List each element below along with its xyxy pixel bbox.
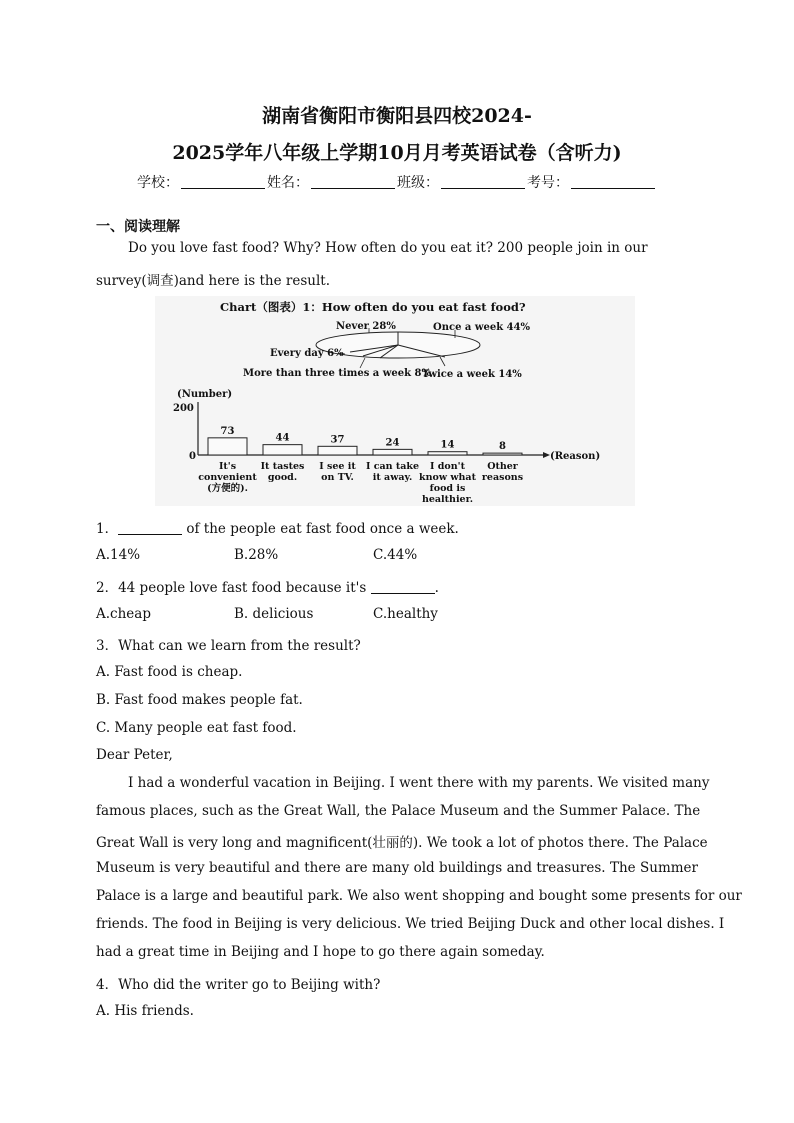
- section-heading: 一、阅读理解: [96, 219, 180, 235]
- pie-chart-title: Chart（图表）1：How often do you eat fast food?: [220, 300, 526, 314]
- q3-option-c[interactable]: C. Many people eat fast food.: [96, 720, 297, 736]
- question-2-text: 2．44 people love fast food because it's: [96, 580, 371, 596]
- bar-category-label-1: (方便的).: [207, 483, 248, 494]
- bar-value-label-2: 44: [275, 432, 290, 444]
- question-1: [96, 517, 459, 537]
- exam-title-line2: 2025学年八年级上学期10月月考英语试卷（含听力): [172, 142, 622, 164]
- bar-2: [263, 445, 302, 455]
- letter-line-3: Great Wall is very long and magnificent(壮丽的). We took a lot of photos there. The Palace: [96, 835, 708, 851]
- bar-category-label-6: Other: [487, 461, 518, 472]
- bar-category-label-1: It's: [218, 461, 237, 472]
- class-label: 班级：: [397, 175, 439, 191]
- question-3: 3．What can we learn from the result?: [96, 638, 361, 654]
- fast-food-survey-chart: [155, 296, 635, 506]
- name-label: 姓名：: [267, 175, 309, 191]
- question-1-text: of the people eat fast food once a week.: [182, 521, 459, 537]
- question-2-blank[interactable]: [371, 581, 435, 594]
- name-blank: [311, 174, 395, 189]
- bar-category-label-3: I see it: [319, 461, 356, 472]
- q4-option-a[interactable]: A. His friends.: [96, 1003, 194, 1019]
- letter-line-4: Museum is very beautiful and there are many old buildings and treasures. The Summer: [96, 860, 698, 876]
- q3-option-a[interactable]: A. Fast food is cheap.: [96, 664, 243, 680]
- student-info-row: [0, 172, 794, 192]
- bar-5: [428, 452, 467, 455]
- q2-option-c[interactable]: C.healthy: [373, 606, 438, 622]
- bar-y-tick-200: 200: [173, 403, 194, 414]
- bar-category-label-5: I don't: [430, 461, 465, 472]
- letter-line-7: had a great time in Beijing and I hope to go there again someday.: [96, 944, 545, 960]
- bar-x-axis-label: (Reason): [550, 451, 601, 462]
- school-blank: [181, 174, 265, 189]
- bar-category-label-4: it away.: [372, 472, 413, 483]
- question-1-blank[interactable]: [118, 522, 182, 535]
- question-2-end: .: [434, 580, 439, 596]
- question-1-number: 1．: [96, 521, 119, 537]
- bar-value-label-1: 73: [220, 425, 235, 437]
- pie-slice-three-times: More than three times a week 8%: [243, 368, 431, 379]
- bar-series: [198, 426, 523, 505]
- intro-line-2: survey(调查)and here is the result.: [96, 273, 330, 289]
- q3-option-b[interactable]: B. Fast food makes people fat.: [96, 692, 303, 708]
- question-2: [96, 576, 439, 596]
- bar-value-label-6: 8: [499, 441, 506, 453]
- pie-slice-every-day: Every day 6%: [270, 348, 344, 359]
- bar-category-label-4: I can take: [365, 461, 420, 472]
- pie-slice-twice-a-week: Twice a week 14%: [422, 369, 522, 380]
- bar-value-label-3: 37: [330, 434, 345, 446]
- bar-value-label-5: 14: [440, 439, 455, 451]
- class-blank: [441, 174, 525, 189]
- letter-line-6: friends. The food in Beijing is very delicious. We tried Beijing Duck and other local dishes. I: [96, 916, 725, 932]
- bar-category-label-1: convenient: [198, 472, 257, 483]
- bar-y-axis-label: (Number): [177, 389, 233, 400]
- q1-option-b[interactable]: B.28%: [234, 547, 279, 563]
- q2-option-a[interactable]: A.cheap: [96, 606, 151, 622]
- letter-greeting: Dear Peter,: [96, 747, 173, 763]
- q1-option-a[interactable]: A.14%: [96, 547, 141, 563]
- exam-title-line1: 湖南省衡阳市衡阳县四校2024-: [262, 105, 532, 127]
- exam-number-blank: [571, 174, 655, 189]
- exam-number-label: 考号：: [527, 175, 569, 191]
- bar-6: [483, 453, 522, 455]
- bar-category-label-5: food is: [429, 483, 466, 494]
- pie-slice-never: Never 28%: [336, 321, 396, 332]
- bar-3: [318, 446, 357, 455]
- q1-option-c[interactable]: C.44%: [373, 547, 418, 563]
- school-label: 学校：: [137, 175, 179, 191]
- letter-line-1: I had a wonderful vacation in Beijing. I went there with my parents. We visited many: [128, 775, 710, 791]
- bar-4: [373, 449, 412, 455]
- bar-category-label-2: It tastes: [260, 461, 305, 472]
- pie-slice-once-a-week: Once a week 44%: [433, 322, 531, 333]
- bar-1: [208, 438, 247, 455]
- bar-value-label-4: 24: [385, 437, 400, 449]
- bar-y-tick-0: 0: [189, 451, 196, 462]
- bar-category-label-5: healthier.: [421, 494, 474, 505]
- bar-category-label-2: good.: [267, 472, 298, 483]
- question-4: 4．Who did the writer go to Beijing with?: [96, 977, 381, 993]
- bar-category-label-5: know what: [419, 472, 476, 483]
- intro-line-1: Do you love fast food? Why? How often do you eat it? 200 people join in our: [128, 240, 648, 256]
- q2-option-b[interactable]: B. delicious: [234, 606, 314, 622]
- bar-category-label-6: reasons: [481, 472, 524, 483]
- bar-category-label-3: on TV.: [321, 472, 354, 483]
- letter-line-5: Palace is a large and beautiful park. We also went shopping and bought some presents for our: [96, 888, 742, 904]
- letter-line-2: famous places, such as the Great Wall, the Palace Museum and the Summer Palace. The: [96, 803, 701, 819]
